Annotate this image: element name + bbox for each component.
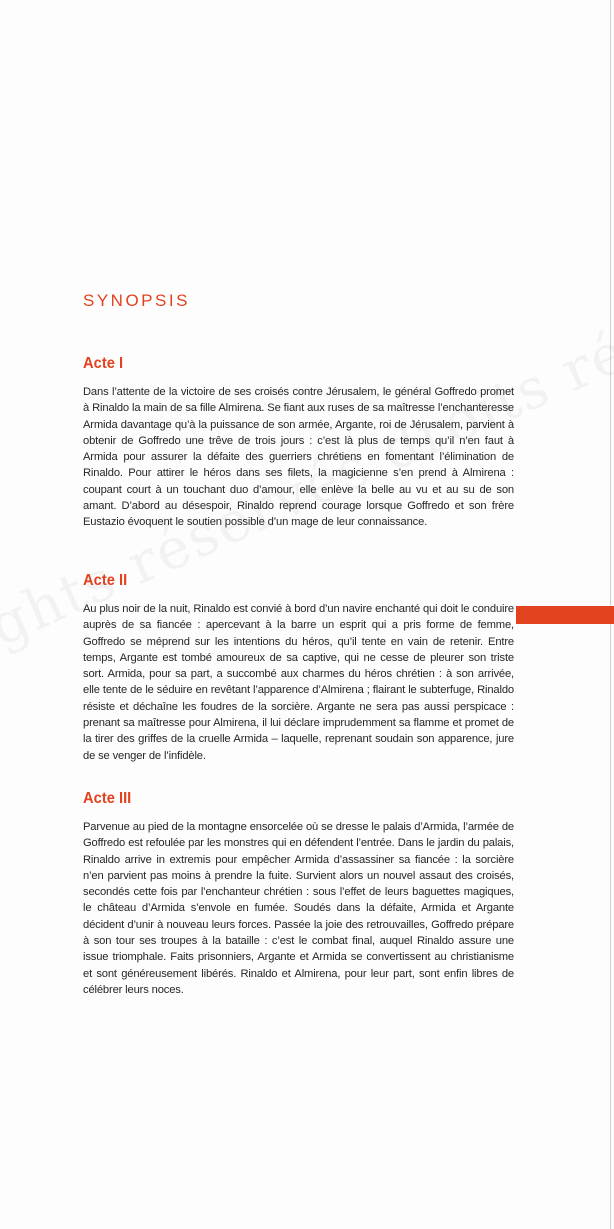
- act-2-heading: Acte II: [83, 572, 128, 589]
- act-3-text: Parvenue au pied de la montagne ensorcelée où se dresse le palais d’Armida, l’armée de Goffredo est refoulée par les monstres qui en défendent l’entrée. Dans le jardin du palais, Rinaldo arrive in extremis pour empêcher Armida d’assassiner sa fiancée : la sorcière n’en parvient pas moins à prendre la fuite. Survient alors un nouvel assaut des croisés, secondés cette fois par l’enchanteur chrétien : sous l’effet de leurs baguettes magiques, le château d’Armida s’envole en fumée. Soudés dans la défaite, Armida et Argante décident d’unir à nouveau leurs forces. Passée la joie des retrouvailles, Goffredo prépare à son tour ses troupes à la bataille : c’est le combat final, auquel Rinaldo assure une issue triomphale. Faits prisonniers, Argante et Armida se convertissent au christianisme et sont généreusement libérés. Rinaldo et Almirena, pour leur part, sont enfin libres de célébrer leurs noces.: [83, 821, 514, 996]
- act-1-section: [83, 355, 514, 531]
- act-2-text: Au plus noir de la nuit, Rinaldo est convié à bord d’un navire enchanté qui doit le conduire auprès de sa fiancée : apercevant à la barre un esprit qui a pris forme de femme, Goffredo se méprend sur les intentions du héros, qu’il tente en vain de retenir. Entre temps, Argante est tombé amoureux de sa captive, qui ne cesse de pleurer son triste sort. Armida, pour sa part, a succombé aux charmes du héros chrétien : à son arrivée, elle tente de le séduire en revêtant l’apparence d’Almirena ; flairant le subterfuge, Rinaldo résiste et déchaîne les foudres de la sorcière. Argante ne sera pas aussi perspicace : prenant sa maîtresse pour Almirena, il lui déclare imprudemment sa flamme et promet de la tirer des griffes de la cruelle Armida – laquelle, reprenant soudain son apparence, jure de se venger de l’infidèle.: [83, 603, 514, 762]
- act-2-section: [83, 572, 514, 764]
- act-1-heading: Acte I: [83, 355, 124, 372]
- act-1-text: Dans l’attente de la victoire de ses croisés contre Jérusalem, le général Goffredo promet à Rinaldo la main de sa fille Almirena. Se fiant aux ruses de sa maîtresse l’enchanteresse Armida davantage qu’à la puissance de son armée, Argante, roi de Jérusalem, parvient à obtenir de Goffredo une trêve de trois jours : c’est là plus de temps qu’il n’en faut à Armida pour assurer la défaite des guerriers chrétiens en fomentant l’élimination de Rinaldo. Pour attirer le héros dans ses filets, la magicienne s’en prend à Almirena : coupant court à un touchant duo d’amour, elle enlève la belle au vu et au su de son amant. D’abord au désespoir, Rinaldo reprend courage lorsque Goffredo et son frère Eustazio évoquent le soutien possible d’un mage de leur connaissance.: [83, 386, 514, 529]
- act-3-heading: Acte III: [83, 790, 132, 807]
- act-3-section: [83, 790, 514, 998]
- page-title: SYNOPSIS: [83, 291, 190, 311]
- accent-bar: [516, 606, 614, 624]
